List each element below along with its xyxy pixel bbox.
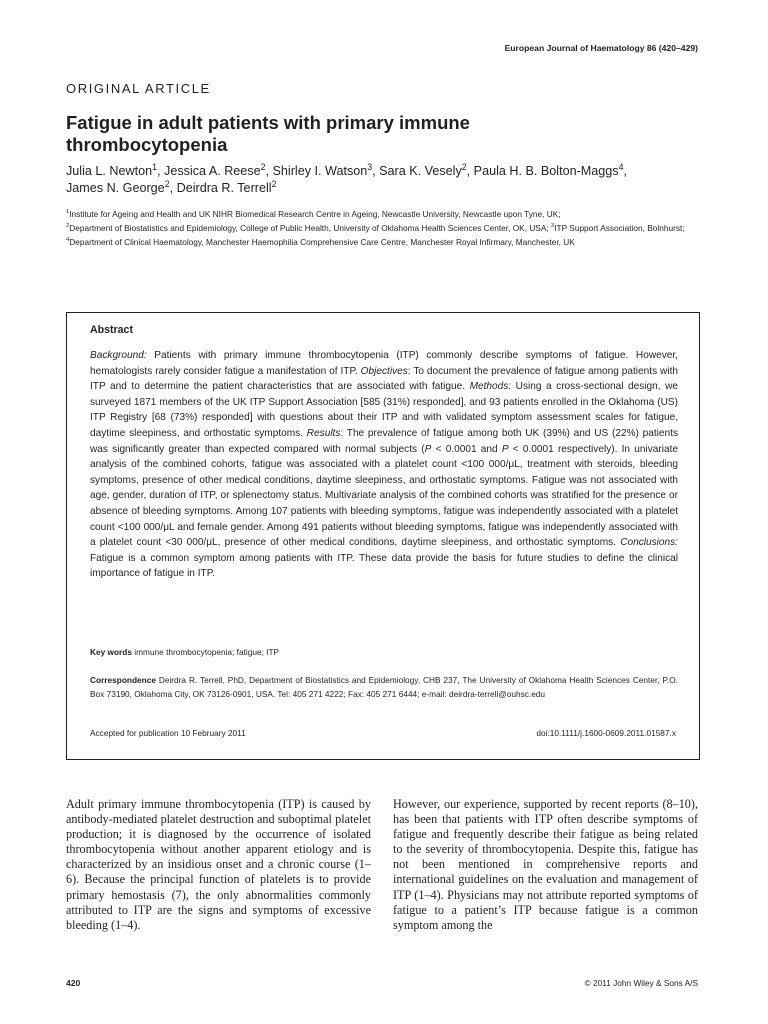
objectives-text: : To document the prevalence of fatigue among patients with ITP and to determine the patient characteristics that are associated with fatigue.	[90, 365, 678, 393]
objectives-label: Objectives	[360, 365, 408, 377]
author-affiliation-marker: 4	[618, 161, 624, 172]
results-text: < 0.0001 and	[431, 443, 502, 455]
author-name: Shirley I. Watson	[272, 164, 368, 178]
author-name: Paula H. B. Bolton-Maggs	[473, 164, 619, 178]
affiliation-marker: 2	[66, 223, 70, 230]
correspondence-label: Correspondence	[90, 675, 156, 685]
copyright-notice: © 2011 John Wiley & Sons A/S	[584, 978, 698, 988]
article-title	[66, 112, 706, 156]
author-name: Sara K. Vesely	[379, 164, 462, 178]
journal-citation: European Journal of Haematology 86 (420–429)	[504, 43, 698, 53]
author-name: Jessica A. Reese	[164, 164, 261, 178]
methods-text: Using a cross-sectional design, we surveyed 1871 members of the UK ITP Support Association [585 (31%) responded], and 93 patients enrolled in the Oklahoma (US) ITP Registry [68 (73%) responded] with questions about their ITP and with validated symptom assessment scales for fatigue, daytime sleepiness, and orthostatic symptoms.	[90, 381, 678, 439]
author-affiliation-marker: 2	[260, 161, 266, 172]
keywords	[90, 646, 678, 659]
author-affiliation-marker: 3	[367, 161, 373, 172]
background-label: Background:	[90, 350, 147, 361]
title-line-1: Fatigue in adult patients with primary immune	[66, 112, 470, 133]
affiliation-marker: 1	[66, 209, 70, 216]
affiliation-text: Institute for Ageing and Health and UK NIHR Biomedical Research Centre in Ageing, Newcastle University, Newcastle upon Tyne, UK;	[69, 209, 561, 219]
author-affiliation-marker: 2	[164, 178, 170, 189]
abstract-box	[66, 312, 700, 760]
affiliation-text: Department of Biostatistics and Epidemiology, College of Public Health, University of Oklahoma Health Sciences Center, OK, USA;	[69, 223, 549, 233]
page-number: 420	[66, 978, 81, 988]
abstract-text	[90, 348, 678, 582]
article-type-label: ORIGINAL ARTICLE	[66, 81, 211, 96]
author-affiliation-marker: 2	[271, 178, 277, 189]
affiliation-text: Department of Clinical Haematology, Manchester Haemophilia Comprehensive Care Centre, Manchester Royal Infirmary, Manchester, UK	[69, 237, 575, 247]
conclusions-label: Conclusions:	[620, 537, 678, 549]
affiliation-text: ITP Support Association, Bolnhurst;	[554, 223, 685, 233]
p-value-symbol: P	[424, 443, 432, 455]
affiliation-marker: 3	[551, 223, 555, 230]
correspondence-text: Deirdra R. Terrell, PhD, Department of Biostatistics and Epidemiology, CHB 237, The University of Oklahoma Health Sciences Center, P.O. Box 73190, Oklahoma City, OK 73126-0901, USA. Tel: 405 271 4222; Fax: 405 271 6444; e-mail: deirdra-terrell@ouhsc.edu	[90, 675, 678, 699]
body-column-right: However, our experience, supported by recent reports (8–10), has been that patients with ITP often describe symptoms of fatigue and frequently describe their fatigue as being related to the severity of thrombocytopenia. Despite this, fatigue has not been mentioned in comprehensive reports and international guidelines on the evaluation and management of ITP (1–4). Physicians may not attribute reported symptoms of fatigue to a patient’s ITP because fatigue is a common symptom among the	[393, 797, 698, 932]
title-line-2: thrombocytopenia	[66, 134, 228, 155]
abstract-heading: Abstract	[90, 324, 133, 336]
conclusions-text: Fatigue is a common symptom among patients with ITP. These data provide the basis for future studies to define the clinical importance of fatigue in ITP.	[90, 552, 678, 580]
author-affiliation-marker: 2	[461, 161, 467, 172]
results-label: Results	[306, 427, 341, 439]
body-column-left: Adult primary immune thrombocytopenia (ITP) is caused by antibody-mediated platelet destruction and suboptimal platelet production; it is diagnosed by the occurrence of isolated thrombocytopenia without another apparent etiology and is characterized by an insidious onset and a chronic course (1–6). Because the principal function of platelets is to provide primary hemostasis (7), the only abnormalities commonly attributed to ITP are the signs and symptoms of excessive bleeding (1–4).	[66, 797, 371, 932]
keywords-text: immune thrombocytopenia; fatigue; ITP	[134, 647, 280, 657]
accepted-date: Accepted for publication 10 February 2011	[90, 728, 246, 738]
author-list: Julia L. Newton$^1$, Jessica A. Reese$^2$, Shirley I. Watson$^3$, Sara K. Vesely$^2$, Paula H. B. Bolton-Maggs$^4$, James N. George$^2$, Deirdra R. Terrell$^2$	[66, 161, 627, 195]
author-affiliation-marker: 1	[152, 161, 158, 172]
results-text: < 0.0001 respectively). In univariate analysis of the combined cohorts, fatigue was associated with a platelet count <100 000/μL, treatment with steroids, bleeding symptoms, presence of other medical conditions, daytime sleepiness, and orthostatic symptoms. Fatigue was not associated with age, gender, duration of ITP, or splenectomy status. Multivariate analysis of the combined cohorts was stratified for the presence or absence of bleeding symptoms. Among 107 patients with bleeding symptoms, fatigue was independently associated with a platelet count <100 000/μL and female gender. Among 491 patients without bleeding symptoms, fatigue was independently associated with a platelet count <30 000/μL, presence of other medical conditions, daytime sleepiness, and orthostatic symptoms.	[90, 443, 678, 549]
affiliation-marker: 4	[66, 237, 70, 244]
background-text: Patients with primary immune thrombocytopenia (ITP) commonly describe symptoms of fatigue. However, hematologists rarely consider fatigue a manifestation of ITP.	[90, 350, 678, 377]
keywords-label: Key words	[90, 647, 132, 657]
author-name: Julia L. Newton	[66, 164, 153, 178]
p-value-symbol: P	[501, 443, 509, 455]
author-name: Deirdra R. Terrell	[176, 181, 272, 195]
doi: doi:10.1111/j.1600-0609.2011.01587.x	[536, 728, 676, 738]
methods-label: Methods:	[469, 381, 512, 393]
results-text: : The prevalence of fatigue among both UK (39%) and US (22%) patients was significantly greater than expected compared with normal subjects (	[90, 427, 678, 455]
correspondence	[90, 673, 678, 701]
author-name: James N. George	[66, 181, 165, 195]
affiliations	[66, 207, 706, 249]
